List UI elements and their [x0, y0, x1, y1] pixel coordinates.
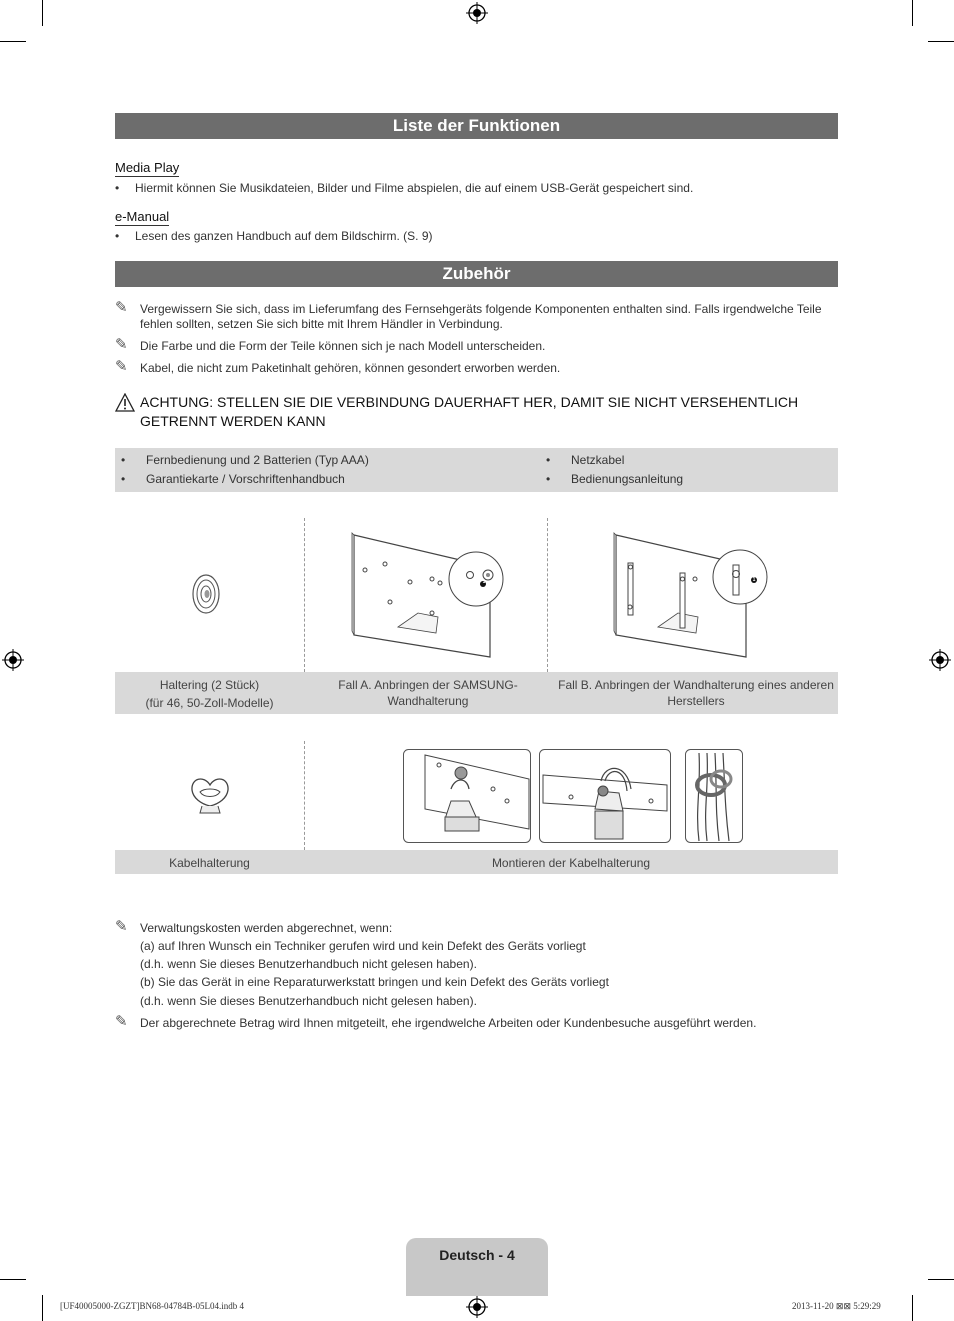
note-subline: (d.h. wenn Sie dieses Benutzerhandbuch nicht gelesen haben).	[140, 994, 477, 1008]
warning-text: ACHTUNG: STELLEN SIE DIE VERBINDUNG DAUERHAFT HER, DAMIT SIE NICHT VERSEHENTLICH GETRENNT WERDEN KANN	[140, 394, 799, 429]
crop-mark	[42, 1295, 43, 1321]
caption-line: (für 46, 50-Zoll-Modelle)	[145, 696, 274, 710]
column-divider	[304, 741, 305, 850]
warning-block	[115, 393, 835, 431]
feature-title-e-manual: e-Manual	[115, 209, 170, 224]
note-color-shape	[115, 336, 835, 354]
feature-text: Lesen des ganzen Handbuch auf dem Bildschirm. (S. 9)	[135, 229, 433, 243]
caption-line: Haltering (2 Stück)	[159, 678, 260, 692]
pencil-note-icon: ✎	[115, 1013, 128, 1030]
column-divider	[547, 518, 548, 672]
crop-mark	[928, 41, 954, 42]
pencil-note-icon: ✎	[115, 918, 128, 935]
accessory-label: Netzkabel	[571, 453, 625, 467]
caption-cable-mounting: Montieren der Kabelhalterung	[491, 856, 651, 870]
note-admin-fee	[115, 918, 835, 936]
pencil-note-icon: ✎	[115, 336, 128, 353]
feature-text-media-play	[115, 181, 693, 195]
note-text: Vergewissern Sie sich, dass im Lieferumfang des Fernsehgeräts folgende Komponenten enthalten sind. Falls irgendwelche Teile fehlen sollten, setzen Sie sich bitte mit Ihrem Händler in Verbindung.	[140, 302, 822, 331]
bullet-icon: •	[121, 453, 126, 467]
note-subline: (d.h. wenn Sie dieses Benutzerhandbuch nicht gelesen haben).	[140, 957, 477, 971]
note-text: Die Farbe und die Form der Teile können sich je nach Modell unterscheiden.	[140, 339, 546, 353]
wall-mount-other-illustration	[600, 527, 776, 667]
bullet-icon: •	[546, 472, 551, 486]
cable-mount-step1-illustration	[403, 749, 531, 843]
bullet-icon: •	[121, 472, 126, 486]
crop-mark	[42, 0, 43, 26]
registration-mark-icon	[2, 649, 24, 671]
crop-mark	[0, 41, 26, 42]
bullet-icon: •	[546, 453, 551, 467]
column-divider	[304, 518, 305, 672]
print-timestamp: 2013-11-20 ⊠⊠ 5:29:29	[792, 1301, 881, 1311]
note-subline: (b) Sie das Gerät in eine Reparaturwerkstatt bringen und kein Defekt des Geräts vorliegt	[140, 975, 609, 989]
note-text: Verwaltungskosten werden abgerechnet, wenn:	[140, 921, 393, 935]
warning-triangle-icon	[115, 393, 135, 412]
registration-mark-icon	[466, 1296, 488, 1318]
accessory-item	[121, 472, 345, 486]
caption-case-b: Fall B. Anbringen der Wandhalterung eines anderen Herstellers	[558, 678, 834, 708]
registration-mark-icon	[929, 649, 951, 671]
caption-holder-ring	[115, 677, 304, 711]
callout-number: 1	[482, 579, 486, 585]
file-info: [UF40005000-ZGZT]BN68-04784B-05L04.indb 4	[60, 1301, 244, 1311]
bullet-icon: •	[115, 181, 120, 195]
registration-mark-icon	[466, 2, 488, 24]
feature-title-media-play: Media Play	[115, 160, 180, 175]
caption-case-a: Fall A. Anbringen der SAMSUNG-Wandhalterung	[338, 678, 518, 708]
wall-mount-samsung-illustration	[340, 527, 510, 667]
pencil-note-icon: ✎	[115, 299, 128, 316]
crop-mark	[928, 1279, 954, 1280]
cable-mount-step2-illustration	[539, 749, 671, 843]
note-text: Kabel, die nicht zum Paketinhalt gehören, können gesondert erworben werden.	[140, 361, 561, 375]
holder-ring-illustration	[186, 572, 226, 616]
feature-text-e-manual	[115, 229, 433, 243]
page-number: Deutsch - 4	[439, 1247, 515, 1263]
section-title-features: Liste der Funktionen	[115, 113, 838, 139]
bullet-icon: •	[115, 229, 120, 243]
crop-mark	[0, 1279, 26, 1280]
crop-mark	[912, 0, 913, 26]
section-title-accessories: Zubehör	[115, 261, 838, 287]
accessory-label: Garantiekarte / Vorschriftenhandbuch	[146, 472, 345, 486]
feature-text: Hiermit können Sie Musikdateien, Bilder und Filme abspielen, die auf einem USB-Gerät gespeichert sind.	[135, 181, 694, 195]
accessory-label: Fernbedienung und 2 Batterien (Typ AAA)	[146, 453, 369, 467]
note-subline: (a) auf Ihren Wunsch ein Techniker gerufen wird und kein Defekt des Geräts vorliegt	[140, 939, 586, 953]
cable-holder-illustration	[187, 773, 233, 817]
page-number-tab	[406, 1238, 548, 1296]
cable-mount-step3-illustration	[685, 749, 743, 843]
pencil-note-icon: ✎	[115, 358, 128, 375]
accessory-label: Bedienungsanleitung	[571, 472, 684, 486]
callout-number: 1	[752, 577, 756, 583]
crop-mark	[912, 1295, 913, 1321]
note-text: Der abgerechnete Betrag wird Ihnen mitgeteilt, ehe irgendwelche Arbeiten oder Kundenbesuche ausgeführt werden.	[140, 1016, 757, 1030]
accessory-item	[546, 453, 624, 467]
note-fee-amount	[115, 1013, 835, 1031]
note-contents-check	[115, 299, 835, 332]
caption-cable-holder: Kabelhalterung	[169, 856, 250, 870]
accessory-item	[546, 472, 683, 486]
accessory-item	[121, 453, 369, 467]
note-cables	[115, 358, 835, 376]
